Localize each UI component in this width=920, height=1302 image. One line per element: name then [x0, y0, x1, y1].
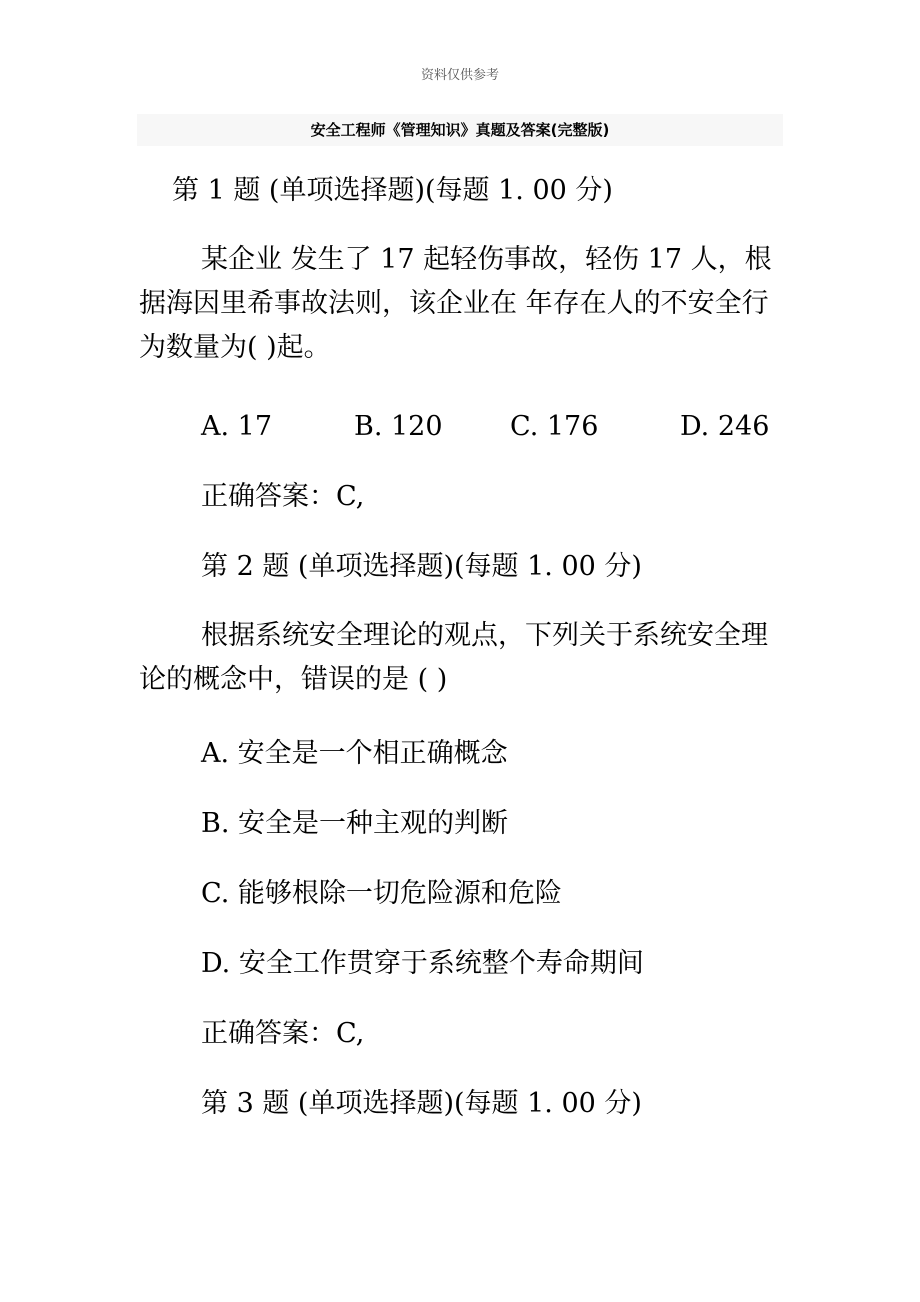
question-1-option-d: D. 246	[680, 411, 770, 442]
question-3-heading: 第 3 题 (单项选择题)(每题 1. 00 分)	[201, 1088, 642, 1119]
question-2-answer: 正确答案：C,	[201, 1018, 365, 1049]
header-note: 资料仅供参考	[420, 68, 499, 83]
question-1-option-c: C. 176	[510, 411, 599, 442]
question-1-answer: 正确答案：C,	[201, 481, 365, 512]
document-title: 安全工程师《管理知识》真题及答案(完整版)	[137, 114, 783, 146]
question-1-stem-text: 某企业 发生了 17 起轻伤事故，轻伤 17 人，根据海因里希事故法则，该企业在 年存在人的不安全行为数量为( )起。	[139, 244, 772, 363]
question-2-option-c: C. 能够根除一切危险源和危险	[201, 878, 562, 909]
question-1-stem	[139, 238, 779, 370]
question-2-stem	[139, 614, 779, 702]
question-2-option-a: A. 安全是一个相正确概念	[201, 738, 508, 769]
question-2-stem-text: 根据系统安全理论的观点，下列关于系统安全理论的概念中，错误的是 ( )	[139, 620, 768, 695]
question-1-option-b: B. 120	[354, 411, 443, 442]
question-2-option-d: D. 安全工作贯穿于系统整个寿命期间	[201, 948, 644, 979]
question-2-option-b: B. 安全是一种主观的判断	[201, 808, 509, 839]
question-1-heading: 第 1 题 (单项选择题)(每题 1. 00 分)	[172, 175, 613, 206]
question-2-heading: 第 2 题 (单项选择题)(每题 1. 00 分)	[201, 551, 642, 582]
question-1-option-a: A. 17	[201, 411, 273, 442]
